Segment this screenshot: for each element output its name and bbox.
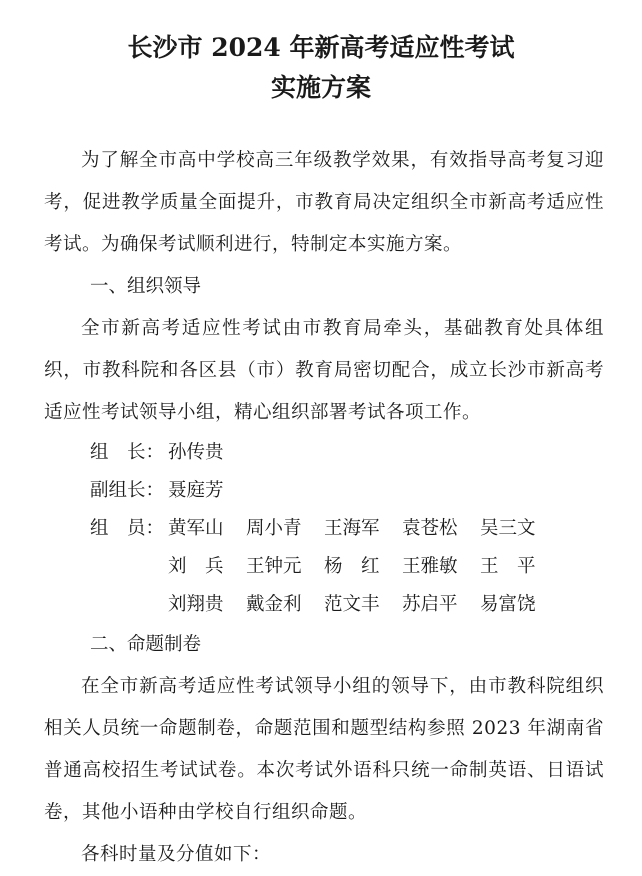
- section-2-paragraph-2: 各科时量及分值如下：: [81, 844, 272, 865]
- member-name: 戴金利: [246, 594, 302, 615]
- title-line-1: 长沙市 2024 年新高考适应性考试: [127, 33, 515, 62]
- title-line-2: 实施方案: [270, 73, 371, 102]
- leader-name: 孙传贵: [168, 442, 224, 463]
- section-2-paragraph: 在全市新高考适应性考试领导小组的领导下，由市教科院组织相关人员统一命题制卷，命题范围和题型结构参照 2023 年湖南省普通高校招生考试试卷。本次考试外语科只统一命制英语、日语试卷，其他小语种由学校自行组织命题。: [44, 676, 604, 823]
- section-1-paragraph: 全市新高考适应性考试由市教育局牵头，基础教育处具体组织，市教科院和各区县（市）教育局密切配合，成立长沙市新高考适应性考试领导小组，精心组织部署考试各项工作。: [44, 318, 604, 423]
- member-name: 吴三文: [480, 518, 536, 539]
- members-row-1: [44, 510, 604, 548]
- member-name: 王雅敏: [402, 556, 458, 577]
- deputy-name: 聂庭芳: [168, 480, 224, 501]
- member-name: 杨 红: [324, 556, 380, 577]
- document-body: [44, 140, 604, 876]
- deputy-row: [44, 472, 604, 510]
- section-1-heading: 一、组织领导: [90, 276, 202, 297]
- members-row-3: [44, 586, 604, 624]
- member-name: 苏启平: [402, 594, 458, 615]
- member-name: 刘翔贵: [168, 594, 224, 615]
- leader-row: [44, 434, 604, 472]
- member-name: 袁苍松: [402, 518, 458, 539]
- deputy-label: 副组长：: [90, 480, 165, 501]
- member-name: 王钟元: [246, 556, 302, 577]
- member-name: 刘 兵: [168, 556, 224, 577]
- intro-paragraph: 为了解全市高中学校高三年级教学效果，有效指导高考复习迎考，促进教学质量全面提升，市教育局决定组织全市新高考适应性考试。为确保考试顺利进行，特制定本实施方案。: [44, 150, 604, 255]
- member-name: 易富饶: [480, 594, 536, 615]
- members-label: 组 员：: [90, 518, 165, 539]
- member-name: 王 平: [480, 556, 536, 577]
- leader-label: 组 长：: [90, 442, 165, 463]
- section-2-heading: 二、命题制卷: [90, 634, 202, 655]
- document-title: [0, 0, 642, 108]
- member-name: 范文丰: [324, 594, 380, 615]
- member-name: 黄军山: [168, 518, 224, 539]
- members-row-2: [44, 548, 604, 586]
- member-name: 王海军: [324, 518, 380, 539]
- member-name: 周小青: [246, 518, 302, 539]
